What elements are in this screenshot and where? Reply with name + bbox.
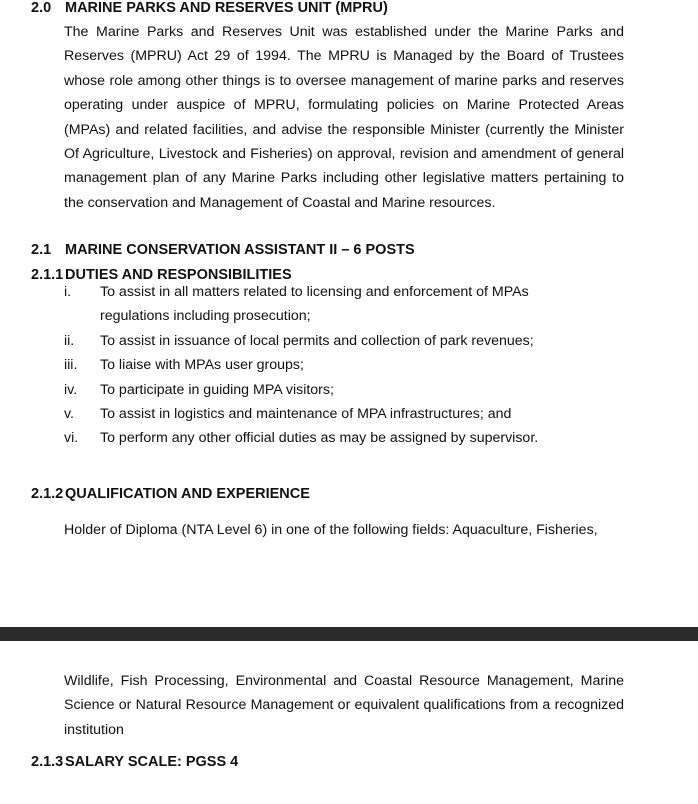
section-2-1-3-heading bbox=[31, 754, 631, 771]
section-number: 2.1.1 bbox=[31, 267, 64, 283]
list-item bbox=[0, 329, 698, 353]
list-numeral: i. bbox=[64, 284, 72, 300]
section-title: QUALIFICATION AND EXPERIENCE bbox=[65, 486, 310, 502]
document-page-2 bbox=[0, 641, 698, 804]
section-number: 2.1 bbox=[31, 242, 52, 258]
list-item-text: To assist in issuance of local permits and collection of park revenues; bbox=[100, 332, 534, 349]
section-2-1-2-heading bbox=[31, 486, 631, 503]
section-title: DUTIES AND RESPONSIBILITIES bbox=[65, 267, 292, 283]
list-item-text: To participate in guiding MPA visitors; bbox=[100, 381, 334, 398]
section-title: SALARY SCALE: PGSS 4 bbox=[65, 754, 239, 770]
qualification-paragraph-part-2: Wildlife, Fish Processing, Environmental and Coastal Resource Management, Marine Science or Natural Resource Management or equivalent qualifications from a recognized institution bbox=[64, 673, 624, 738]
list-numeral: ii. bbox=[64, 332, 75, 349]
section-title: MARINE PARKS AND RESERVES UNIT (MPRU) bbox=[65, 0, 388, 16]
mpru-description-paragraph: The Marine Parks and Reserves Unit was established under the Marine Parks and Reserves (MPRU) Act 29 of 1994. The MPRU is Managed by the Board of Trustees whose role among other things is to oversee management of marine parks and reserves operating under auspice of MPRU, formulating policies on Marine Protected Areas (MPAs) and related facilities, and advise the responsible Minister (currently the Minister Of Agriculture, Livestock and Fisheries) on approval, revision and amendment of general management plan of any Marine Parks including other legislative matters pertaining to the conservation and Management of Coastal and Marine resources. bbox=[64, 24, 624, 211]
duties-list bbox=[0, 280, 698, 451]
section-2-0-heading bbox=[31, 0, 631, 17]
page-separator bbox=[0, 627, 698, 641]
section-title: MARINE CONSERVATION ASSISTANT II – 6 POSTS bbox=[65, 242, 415, 258]
list-numeral: iii. bbox=[64, 357, 78, 374]
list-item bbox=[0, 280, 698, 329]
list-item bbox=[0, 353, 698, 377]
list-item-text: To liaise with MPAs user groups; bbox=[100, 357, 304, 374]
list-item-text: To assist in all matters related to licensing and enforcement of MPAs regulations including prosecution; bbox=[100, 284, 529, 325]
list-numeral: vi. bbox=[64, 430, 79, 447]
list-item-text: To perform any other official duties as may be assigned by supervisor. bbox=[100, 430, 539, 447]
section-number: 2.1.3 bbox=[31, 754, 64, 770]
list-item bbox=[0, 378, 698, 402]
list-item bbox=[0, 426, 698, 450]
section-number: 2.0 bbox=[31, 0, 52, 16]
list-item-text: To assist in logistics and maintenance of MPA infrastructures; and bbox=[100, 406, 512, 423]
qualification-paragraph-part-1: Holder of Diploma (NTA Level 6) in one of the following fields: Aquaculture, Fisheries, bbox=[64, 522, 598, 538]
list-numeral: v. bbox=[64, 406, 74, 423]
section-2-1-heading bbox=[31, 242, 631, 259]
list-item bbox=[0, 402, 698, 426]
list-numeral: iv. bbox=[64, 381, 78, 398]
section-number: 2.1.2 bbox=[31, 486, 64, 502]
